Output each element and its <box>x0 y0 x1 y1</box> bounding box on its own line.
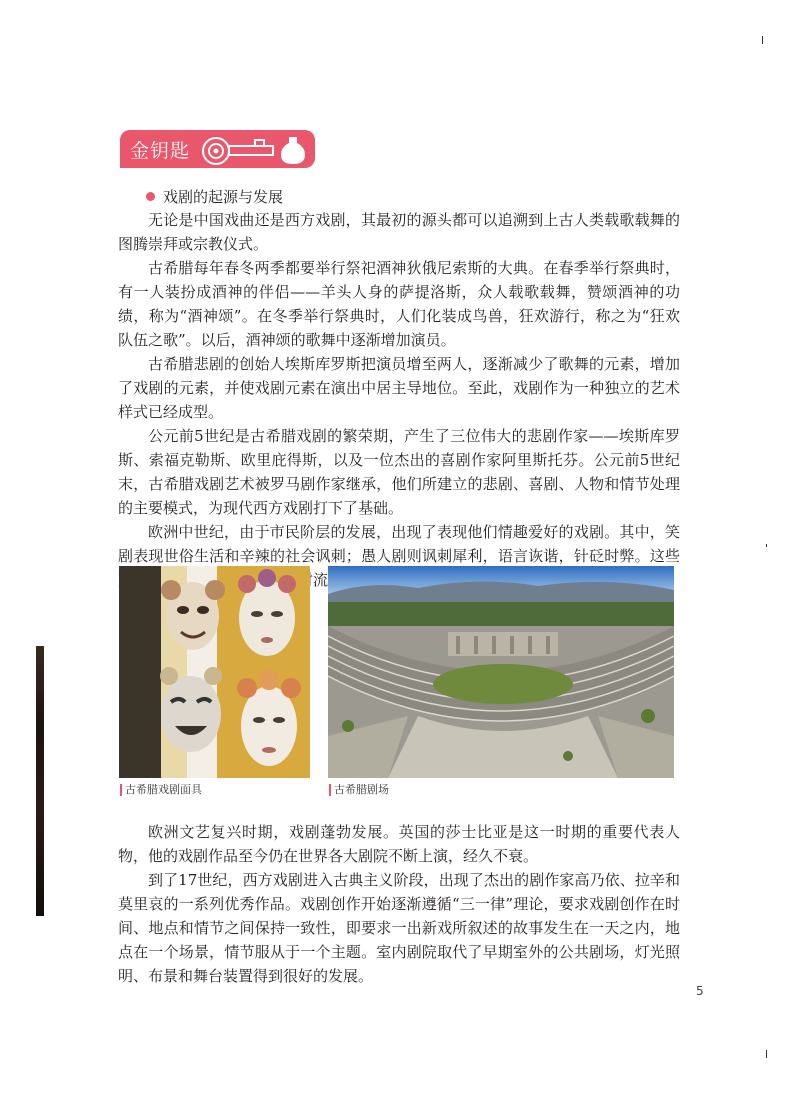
figure-caption: 古希腊剧场 <box>329 784 389 796</box>
section-heading: 戏剧的起源与发展 <box>146 186 283 207</box>
page-edge-decoration <box>36 646 44 916</box>
figure-theatre-image <box>328 566 674 778</box>
paragraph: 公元前5世纪是古希腊戏剧的繁荣期，产生了三位伟大的悲剧作家——埃斯库罗斯、索福克勒斯、欧里庇得斯，以及一位杰出的喜剧作家阿里斯托芬。公元前5世纪末，古希腊戏剧艺术被罗马剧作家继承，他们所建立的悲剧、喜剧、人物和情节处理的主要模式，为现代西方戏剧打下了基础。 <box>118 427 680 517</box>
paragraph: 无论是中国戏曲还是西方戏剧，其最初的源头都可以追溯到上古人类载歌载舞的图腾崇拜或宗教仪式。 <box>118 211 680 253</box>
paragraph: 古希腊悲剧的创始人埃斯库罗斯把演员增至两人，逐渐减少了歌舞的元素，增加了戏剧的元素，并使戏剧元素在演出中居主导地位。至此，戏剧作为一种独立的艺术样式已经成型。 <box>118 355 680 421</box>
crop-mark-top-right <box>762 36 763 44</box>
crop-mark-mid-right <box>766 544 767 547</box>
crop-mark-bottom-right <box>766 1050 767 1058</box>
page-number: 5 <box>696 984 704 998</box>
paragraph: 到了17世纪，西方戏剧进入古典主义阶段，出现了杰出的剧作家高乃依、拉辛和莫里哀的一系列优秀作品。戏剧创作开始逐渐遵循“三一律”理论，要求戏剧创作在时间、地点和情节之间保持一致性，即要求一出新戏所叙述的故事发生在一天之内，地点在一个场景，情节服从于一个主题。室内剧院取代了早期室外的公共剧场，灯光照明、布景和舞台装置得到很好的发展。 <box>118 871 680 985</box>
bullet-icon <box>146 192 155 201</box>
section-banner <box>120 130 315 168</box>
paragraph: 古希腊每年春冬两季都要举行祭祀酒神狄俄尼索斯的大典。在春季举行祭典时，有一人装扮成酒神的伴侣——羊头人身的萨提洛斯，众人载歌载舞，赞颂酒神的功绩，称为“酒神颂”。在冬季举行祭典时，人们化装成鸟兽，狂欢游行，称之为“狂欢队伍之歌”。以后，酒神颂的歌舞中逐渐增加演员。 <box>118 259 680 349</box>
banner-title: 金钥匙 <box>130 140 191 162</box>
figure-caption: 古希腊戏剧面具 <box>120 784 202 796</box>
paragraph: 欧洲文艺复兴时期，戏剧蓬勃发展。英国的莎士比亚是这一时期的重要代表人物，他的戏剧作品至今仍在世界各大剧院不断上演，经久不衰。 <box>118 823 680 865</box>
figure-masks-image <box>119 566 310 778</box>
paragraph: 欧洲中世纪，由于市民阶层的发展，出现了表现他们情趣爱好的戏剧。其中，笑剧表现世俗生活和辛辣的社会讽刺；愚人剧则讽刺犀利，语言诙谐，针砭时弊。这些 而来，从乡村流入城市，形成 <box>118 523 680 589</box>
body-text-top <box>118 208 680 592</box>
body-text-bottom <box>118 820 680 988</box>
key-icon <box>195 132 313 166</box>
